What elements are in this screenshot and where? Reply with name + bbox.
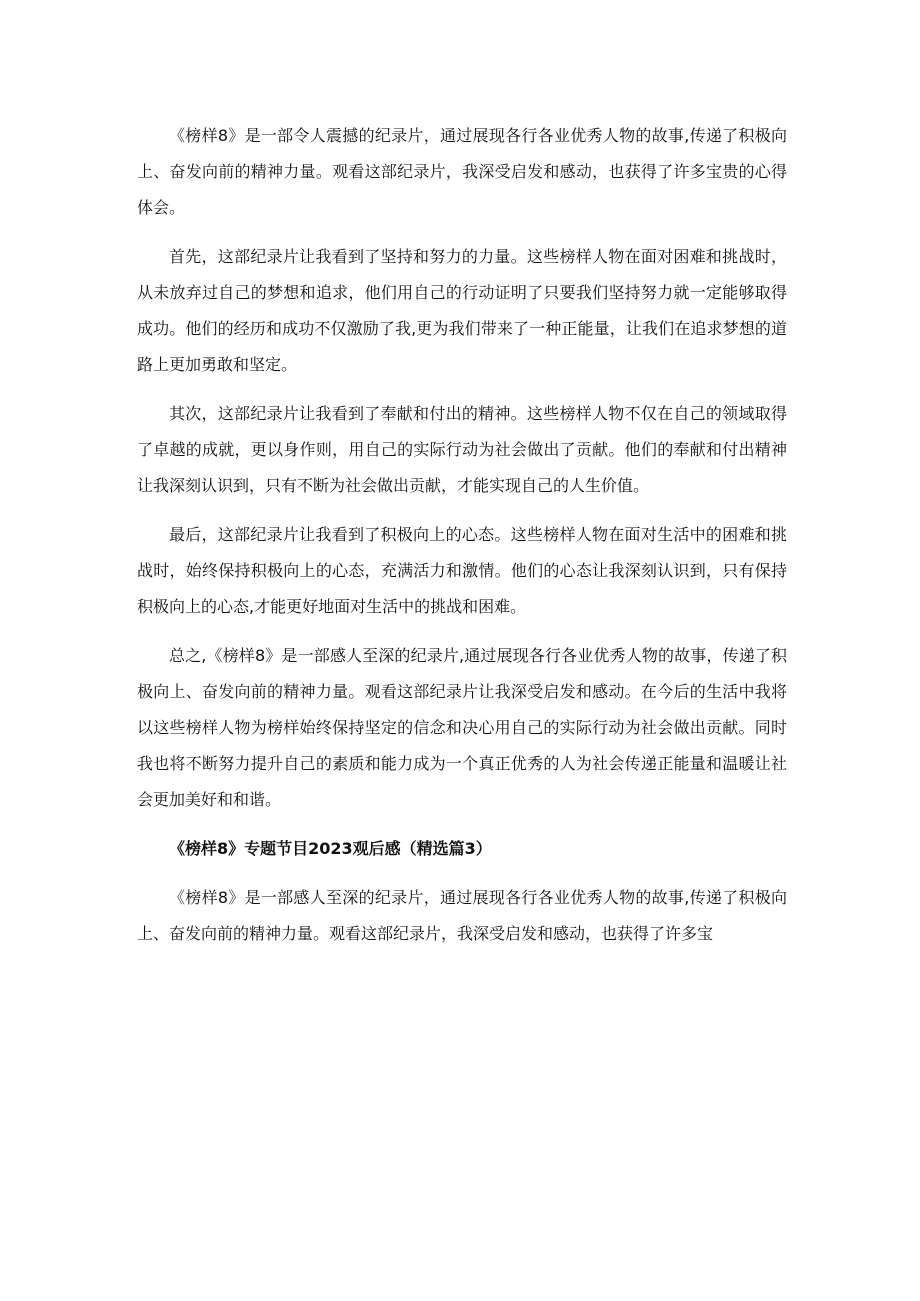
paragraph-conclusion: 总之,《榜样8》是一部感人至深的纪录片,通过展现各行各业优秀人物的故事，传递了积极向上、奋发向前的精神力量。观看这部纪录片让我深受启发和感动。在今后的生活中我将以这些榜样人物为榜样始终保持坚定的信念和决心用自己的实际行动为社会做出贡献。同时我也将不断努力提升自己的素质和能力成为一个真正优秀的人为社会传递正能量和温暖让社会更加美好和和谐。 [137, 646, 787, 809]
section-heading: 《榜样8》专题节目2023观后感（精选篇3） [169, 839, 492, 858]
paragraph-intro: 《榜样8》是一部令人震撼的纪录片，通过展现各行各业优秀人物的故事,传递了积极向上、奋发向前的精神力量。观看这部纪录片，我深受启发和感动，也获得了许多宝贵的心得体会。 [137, 126, 787, 217]
paragraph-second: 其次，这部纪录片让我看到了奉献和付出的精神。这些榜样人物不仅在自己的领域取得了卓越的成就，更以身作则，用自己的实际行动为社会做出了贡献。他们的奉献和付出精神让我深刻认识到，只有不断为社会做出贡献，才能实现自己的人生价值。 [137, 404, 787, 495]
paragraph-first: 首先，这部纪录片让我看到了坚持和努力的力量。这些榜样人物在面对困难和挑战时，从未放弃过自己的梦想和追求，他们用自己的行动证明了只要我们坚持努力就一定能够取得成功。他们的经历和成功不仅激励了我,更为我们带来了一种正能量，让我们在追求梦想的道路上更加勇敢和坚定。 [137, 247, 787, 374]
document-body [137, 118, 787, 965]
section-paragraph: 《榜样8》是一部感人至深的纪录片，通过展现各行各业优秀人物的故事,传递了积极向上、奋发向前的精神力量。观看这部纪录片，我深受启发和感动，也获得了许多宝 [137, 888, 787, 943]
paragraph-last: 最后，这部纪录片让我看到了积极向上的心态。这些榜样人物在面对生活中的困难和挑战时，始终保持积极向上的心态，充满活力和激情。他们的心态让我深刻认识到，只有保持积极向上的心态,才能更好地面对生活中的挑战和困难。 [137, 525, 787, 616]
